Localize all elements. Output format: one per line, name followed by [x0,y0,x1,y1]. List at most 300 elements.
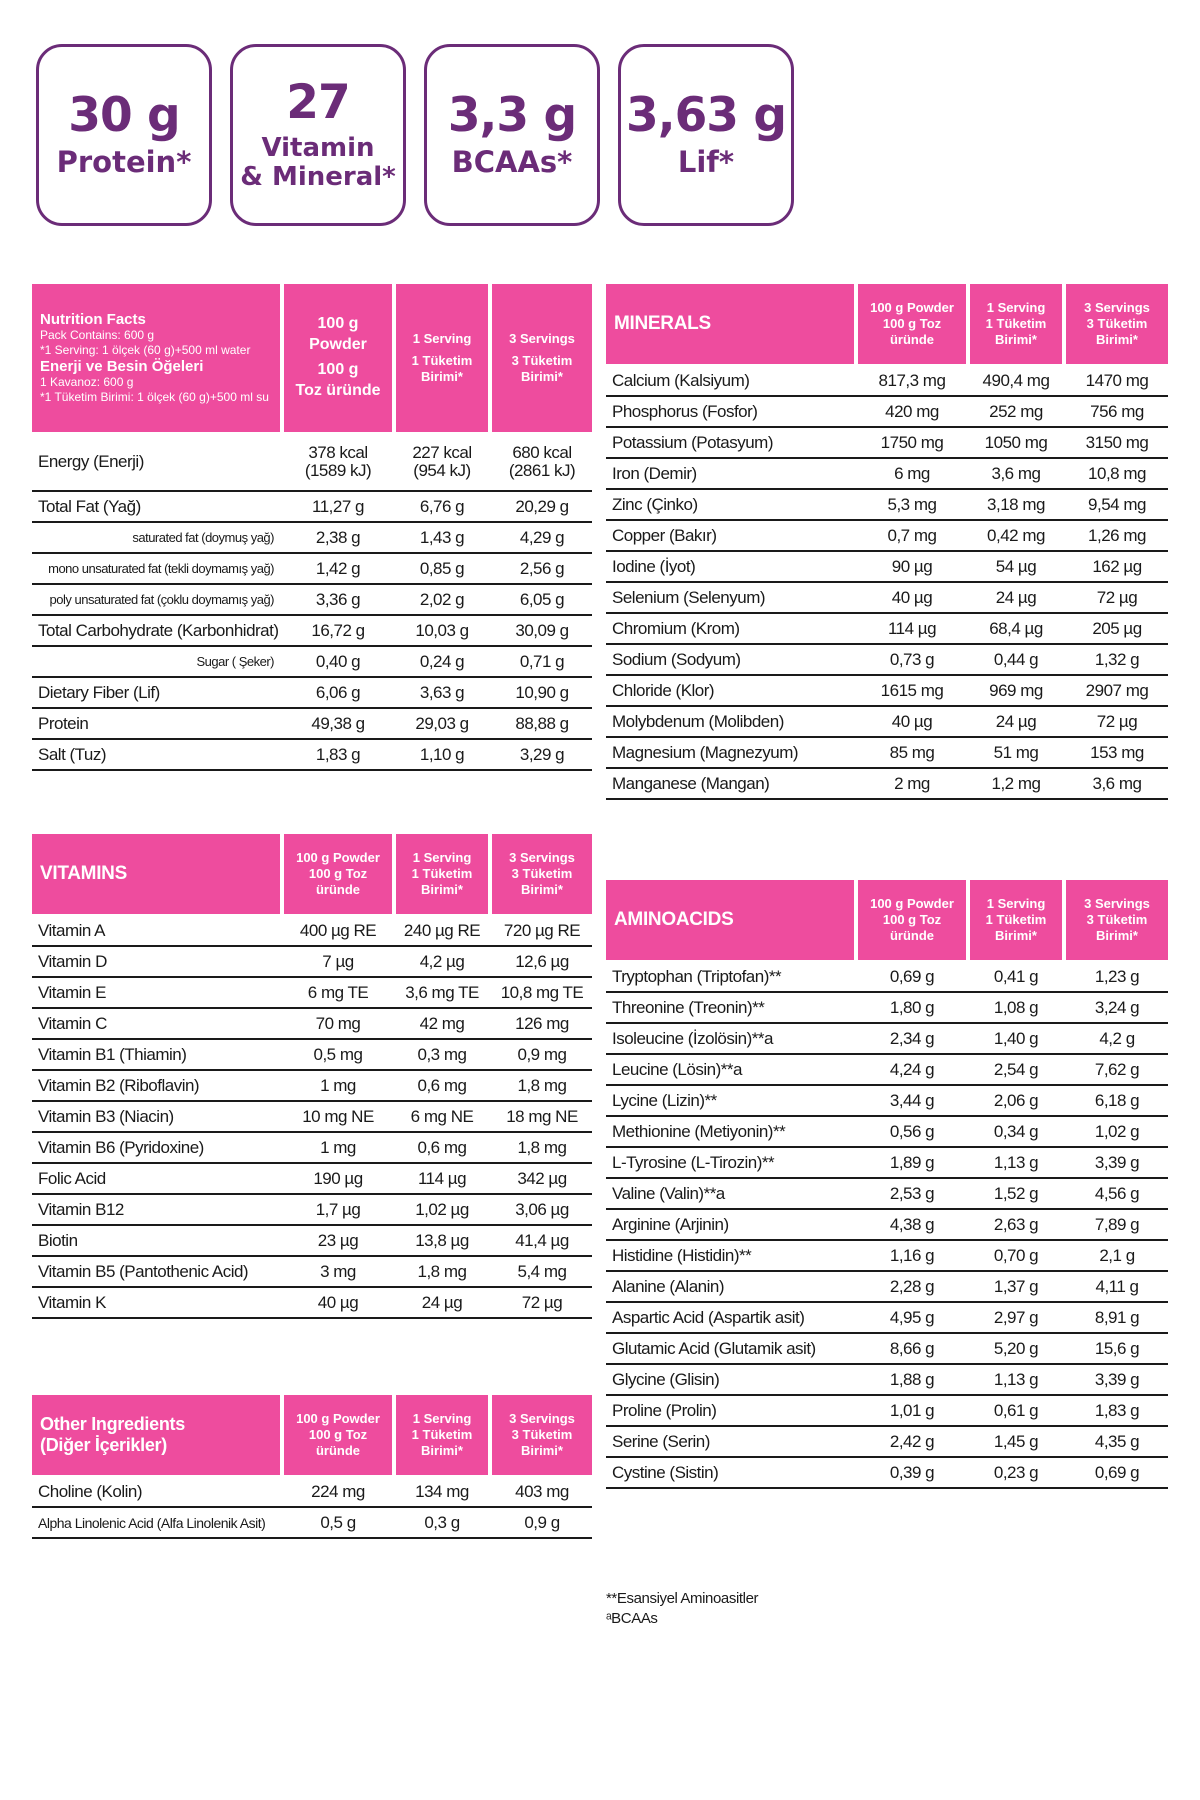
col-header-text: üründe [315,882,361,898]
row-value-100g: 190 µg [313,1168,363,1188]
table-row [32,1508,592,1539]
col-header-text: 3 Tüketim [511,352,573,368]
col-header-text: 100 g Powder [296,1410,380,1426]
table-row [32,1102,592,1133]
row-value-3-servings: 756 mg [1090,401,1144,421]
table-row [606,993,1168,1024]
row-value-1-serving: 0,85 g [419,558,465,578]
table-row [606,1272,1168,1303]
row-name: Vitamin K [38,1292,106,1312]
row-value-100g: 0,69 g [889,966,935,986]
row-value-3-servings: 1,23 g [1094,966,1140,986]
nutrition-rows [32,492,592,771]
table-row [606,1303,1168,1334]
nutrition-facts-body [32,434,592,771]
row-name: Potassium (Potasyum) [612,432,773,452]
other-ingredients-title-tr: (Diğer İçerikler) [40,1435,167,1455]
table-row [606,1086,1168,1117]
row-value-3-servings [492,444,592,480]
minerals-title: MINERALS [614,313,711,334]
table-row [32,740,592,771]
row-value-1-serving: 0,23 g [993,1462,1039,1482]
row-value-3-servings: 2907 mg [1085,680,1149,700]
row-value-3-servings: 3150 mg [1085,432,1149,452]
table-row [606,707,1168,738]
row-value-1-serving: 6 mg NE [410,1106,474,1126]
row-value-1-serving: 0,42 mg [987,525,1045,545]
row-value-3-servings: 0,9 mg [517,1044,567,1064]
row-value-100g: 4,24 g [889,1059,935,1079]
table-row [32,647,592,678]
row-value-3-servings: 10,8 mg TE [500,982,584,1002]
row-value-100g: 40 µg [891,587,933,607]
stat-label: Vitamin & Mineral* [240,132,396,192]
row-name: Energy (Enerji) [38,452,144,471]
row-value-1-serving: 252 mg [989,401,1043,421]
row-value-100g: 0,5 g [320,1512,356,1532]
col-header-text: Birimi* [1096,332,1138,348]
row-value-3-servings: 6,18 g [1094,1090,1140,1110]
row-value-3-servings: 126 mg [515,1013,569,1033]
row-value-1-serving: 0,41 g [993,966,1039,986]
row-value-1-serving: 0,44 g [993,649,1039,669]
row-value-1-serving: 24 µg [421,1292,463,1312]
row-value-100g: 8,66 g [889,1338,935,1358]
row-name: Lycine (Lizin)** [612,1090,717,1110]
row-value-1-serving: 10,03 g [415,620,469,640]
row-value-3-servings: 41,4 µg [515,1230,569,1250]
row-value-100g: 10 mg NE [302,1106,374,1126]
row-value-100g: 4,95 g [889,1307,935,1327]
row-value-1-serving: 1,08 g [993,997,1039,1017]
row-value-1-serving: 0,34 g [993,1121,1039,1141]
row-name: Iodine (İyot) [612,556,696,576]
col-header-text: Birimi* [421,369,463,385]
row-value-3-servings: 5,4 mg [517,1261,567,1281]
value-line: 680 kcal [512,443,572,463]
row-value-100g: 4,38 g [889,1214,935,1234]
table-row [606,397,1168,428]
table-row [32,1477,592,1508]
col-header-text: Toz üründe [295,381,381,399]
row-value-3-servings: 4,56 g [1094,1183,1140,1203]
row-value-100g: 0,39 g [889,1462,935,1482]
row-value-1-serving: 1,43 g [419,527,465,547]
row-name: Calcium (Kalsiyum) [612,370,750,390]
other-ingredients-body [32,1477,592,1539]
col-header-text: 3 Servings [509,849,575,865]
row-value-1-serving: 0,70 g [993,1245,1039,1265]
row-value-100g: 1,83 g [315,744,361,764]
stat-value: 3,63 g [626,88,786,144]
col-header-text: 1 Tüketim [985,315,1047,331]
row-value-3-servings: 8,91 g [1094,1307,1140,1327]
table-row [32,492,592,523]
row-value-3-servings: 12,6 µg [515,951,569,971]
col-header-text: 100 g [317,361,359,378]
row-value-1-serving: 1,10 g [419,744,465,764]
table-row [32,947,592,978]
row-name: poly unsaturated fat (çoklu doymamış yağ) [49,592,274,607]
table-row [32,434,592,492]
stat-box-bcaas [424,44,600,226]
value-line: (954 kJ) [413,461,471,480]
pack-contains: Pack Contains: 600 g [40,328,155,342]
table-row [606,1241,1168,1272]
value-line: (1589 kJ) [304,461,372,480]
col-header-100g [858,880,966,960]
row-value-1-serving: 0,3 g [424,1512,460,1532]
row-value-1-serving: 114 µg [417,1168,467,1188]
row-value-1-serving: 3,63 g [419,682,465,702]
row-value-100g: 1 mg [320,1075,356,1095]
col-header-text: üründe [889,332,935,348]
row-name: Methionine (Metiyonin)** [612,1121,786,1141]
col-header-text: 1 Tüketim [411,1426,473,1442]
row-name: Zinc (Çinko) [612,494,698,514]
row-value-100g: 224 mg [311,1481,365,1501]
table-row [606,962,1168,993]
row-name: Proline (Prolin) [612,1400,717,1420]
row-value-100g: 2,34 g [889,1028,935,1048]
row-value-1-serving: 0,24 g [419,651,465,671]
row-name: Magnesium (Magnezyum) [612,742,799,762]
aminoacids-header [606,880,1168,960]
row-value-3-servings: 9,54 mg [1088,494,1146,514]
nutrition-facts-title-tr: Enerji ve Besin Öğeleri [40,358,204,375]
table-row [32,1040,592,1071]
row-value-3-servings: 72 µg [1096,587,1138,607]
row-name: Vitamin B5 (Pantothenic Acid) [38,1261,249,1281]
col-header-3-servings [492,834,592,914]
row-name: Aspartic Acid (Aspartik asit) [612,1307,805,1327]
row-value-1-serving: 51 mg [993,742,1039,762]
row-value-3-servings: 342 µg [517,1168,567,1188]
row-value-100g: 16,72 g [311,620,365,640]
col-header-text: Powder [309,336,367,354]
row-value-100g: 1750 mg [880,432,944,452]
row-name: Chloride (Klor) [612,680,715,700]
row-value-100g: 1,16 g [889,1245,935,1265]
serving-definition: *1 Serving: 1 ölçek (60 g)+500 ml water [40,343,251,357]
col-header-text: üründe [889,928,935,944]
row-value-100g: 23 µg [317,1230,359,1250]
row-value-100g: 114 µg [887,618,937,638]
row-name: Manganese (Mangan) [612,773,770,793]
row-value-3-servings: 162 µg [1092,556,1142,576]
table-row [32,1133,592,1164]
row-name: Choline (Kolin) [38,1481,142,1501]
row-value-3-servings: 10,90 g [515,682,569,702]
table-row [606,521,1168,552]
row-name: Vitamin B6 (Pyridoxine) [38,1137,204,1157]
row-value-100g: 40 µg [891,711,933,731]
row-name: Total Fat (Yağ) [38,496,141,516]
row-value-1-serving: 42 mg [419,1013,465,1033]
row-value-1-serving: 13,8 µg [415,1230,469,1250]
col-header-text: üründe [315,1443,361,1459]
row-name: Vitamin B2 (Riboflavin) [38,1075,200,1095]
row-value-1-serving: 1050 mg [984,432,1048,452]
row-value-3-servings: 15,6 g [1094,1338,1140,1358]
row-value-100g: 817,3 mg [878,370,946,390]
row-name: Glutamic Acid (Glutamik asit) [612,1338,816,1358]
row-value-100g: 400 µg RE [299,920,377,940]
table-row [606,1210,1168,1241]
row-value-1-serving: 490,4 mg [982,370,1050,390]
col-header-text: 1 Tüketim [985,911,1047,927]
nutrition-facts-header [32,284,592,432]
row-value-1-serving: 54 µg [995,556,1037,576]
col-header-text: Birimi* [421,1443,463,1459]
row-value-3-servings: 4,29 g [519,527,565,547]
row-value-1-serving: 240 µg RE [403,920,481,940]
col-header-text: 3 Tüketim [511,865,573,881]
col-header-text: 100 g Toz [882,315,942,331]
row-name: Sugar ( Şeker) [196,654,274,669]
row-value-100g: 0,40 g [315,651,361,671]
table-row [32,585,592,616]
row-name: Tryptophan (Triptofan)** [612,966,782,986]
col-header-text: 3 Tüketim [1086,911,1148,927]
footnote-bcaa: ᵃBCAAs [606,1610,658,1627]
other-ingredients-title-cell [32,1395,280,1475]
table-row [606,1148,1168,1179]
other-ingredients-title: Other Ingredients [40,1414,185,1434]
pack-contains-tr: 1 Kavanoz: 600 g [40,375,134,389]
row-value-1-serving: 3,18 mg [987,494,1045,514]
footnote-essential: **Esansiyel Aminoasitler [606,1590,759,1607]
row-value-1-serving: 1,8 mg [417,1261,467,1281]
table-row [606,1334,1168,1365]
row-value-1-serving: 0,61 g [993,1400,1039,1420]
row-value-3-servings: 2,1 g [1099,1245,1135,1265]
table-row [32,1164,592,1195]
table-row [32,916,592,947]
table-row [606,1427,1168,1458]
stat-label: Protein* [56,145,192,180]
col-header-100g [858,284,966,364]
row-name: Selenium (Selenyum) [612,587,766,607]
col-header-3-servings [1066,284,1168,364]
row-name: Cystine (Sistin) [612,1462,719,1482]
row-value-3-servings: 1,8 mg [517,1075,567,1095]
col-header-text: 100 g Toz [308,1426,368,1442]
col-header-1-serving [970,284,1062,364]
row-value-3-servings: 1,32 g [1094,649,1140,669]
value-line: (2861 kJ) [508,461,576,480]
row-value-100g: 1,80 g [889,997,935,1017]
row-value-1-serving: 0,6 mg [417,1075,467,1095]
row-value-100g: 6,06 g [315,682,361,702]
table-row [32,1071,592,1102]
col-header-text: 1 Tüketim [411,865,473,881]
table-row [606,428,1168,459]
row-value-1-serving: 1,40 g [993,1028,1039,1048]
col-header-100g [284,1395,392,1475]
row-value-1-serving: 6,76 g [419,496,465,516]
other-ingredients-header [32,1395,592,1475]
row-name: Glycine (Glisin) [612,1369,720,1389]
table-row [32,1009,592,1040]
row-value-100g: 1,42 g [315,558,361,578]
value-line: 227 kcal [412,443,472,463]
row-value-1-serving: 2,02 g [419,589,465,609]
value-line: 378 kcal [308,443,368,463]
row-name: Isoleucine (İzolösin)**a [612,1028,773,1048]
aminoacids-body [606,962,1168,1489]
row-value-100g: 7 µg [322,951,354,971]
row-value-100g: 6 mg [894,463,930,483]
row-value-100g: 3,44 g [889,1090,935,1110]
table-row [606,676,1168,707]
row-name: Chromium (Krom) [612,618,740,638]
table-row [606,1179,1168,1210]
table-row [606,1055,1168,1086]
col-header-1-serving [396,1395,488,1475]
col-header-text: 100 g Powder [870,299,954,315]
stat-label: Lif* [677,145,735,180]
col-header-text: 1 Serving [986,895,1046,911]
row-name: Protein [38,713,89,733]
row-name: Vitamin E [38,982,106,1002]
row-name: Valine (Valin)**a [612,1183,725,1203]
row-value-3-servings: 153 mg [1090,742,1144,762]
row-name: Vitamin B1 (Thiamin) [38,1044,187,1064]
row-value-3-servings: 2,56 g [519,558,565,578]
stat-box-vitamin-mineral [230,44,406,226]
row-value-3-servings: 4,11 g [1095,1276,1139,1296]
row-value-1-serving: 2,63 g [993,1214,1039,1234]
col-header-text: 3 Servings [1084,895,1150,911]
row-name: Histidine (Histidin)** [612,1245,752,1265]
col-header-text: 100 g Toz [308,865,368,881]
stat-value: 3,3 g [447,88,577,144]
row-value-100g: 6 mg TE [307,982,369,1002]
row-value-3-servings: 10,8 mg [1088,463,1146,483]
table-row [606,738,1168,769]
row-value-3-servings: 1,26 mg [1088,525,1146,545]
row-value-3-servings: 3,39 g [1094,1369,1140,1389]
row-value-3-servings: 72 µg [521,1292,563,1312]
col-header-100g [284,834,392,914]
row-value-3-servings: 3,24 g [1094,997,1140,1017]
table-row [606,1365,1168,1396]
minerals-body [606,366,1168,800]
stat-value: 27 [286,75,350,131]
row-value-3-servings: 7,62 g [1094,1059,1140,1079]
col-header-text: 1 Serving [412,330,472,346]
row-value-3-servings: 3,29 g [519,744,565,764]
nutrition-facts-title-cell [32,284,280,432]
row-value-100g: 40 µg [317,1292,359,1312]
stat-box-protein [36,44,212,226]
table-row [32,1257,592,1288]
row-value-100g: 11,27 g [312,496,364,516]
row-value-3-servings: 4,35 g [1094,1431,1140,1451]
table-row [606,1117,1168,1148]
row-value-100g: 0,5 mg [313,1044,363,1064]
row-value-100g: 2,28 g [889,1276,935,1296]
col-header-text: 3 Servings [509,1410,575,1426]
row-value-3-servings: 1,02 g [1094,1121,1140,1141]
col-header-text: 100 g Powder [870,895,954,911]
row-name: mono unsaturated fat (tekli doymamış yağ) [48,561,274,576]
row-value-1-serving: 4,2 µg [419,951,465,971]
row-name: Vitamin B3 (Niacin) [38,1106,174,1126]
row-value-1-serving: 1,45 g [993,1431,1039,1451]
serving-definition-tr: *1 Tüketim Birimi: 1 ölçek (60 g)+500 ml su [40,390,269,404]
row-value-1-serving: 1,13 g [993,1152,1039,1172]
aminoacids-title-cell [606,880,854,960]
row-name: Vitamin C [38,1013,107,1033]
row-value-1-serving: 0,6 mg [417,1137,467,1157]
row-value-1-serving: 5,20 g [993,1338,1039,1358]
row-value-100g: 1615 mg [880,680,944,700]
row-value-3-servings: 205 µg [1092,618,1142,638]
col-header-text: 3 Servings [1084,299,1150,315]
row-value-100g: 2 mg [894,773,930,793]
vitamins-header [32,834,592,914]
row-value-3-servings: 7,89 g [1094,1214,1140,1234]
col-header-text: 100 g Toz [882,911,942,927]
col-header-text: Birimi* [995,332,1037,348]
row-name: Salt (Tuz) [38,744,107,764]
row-value-100g: 1,7 µg [315,1199,361,1219]
row-value-3-servings: 3,6 mg [1092,773,1142,793]
col-header-3-servings [1066,880,1168,960]
row-value-100g: 420 mg [885,401,939,421]
table-row [606,614,1168,645]
table-row [606,552,1168,583]
row-value-3-servings: 0,71 g [519,651,565,671]
col-header-text: Birimi* [521,1443,563,1459]
row-name: Sodium (Sodyum) [612,649,741,669]
table-row [606,1458,1168,1489]
row-value-100g [284,444,392,480]
row-value-1-serving: 68,4 µg [989,618,1043,638]
col-header-1-serving [396,834,488,914]
row-name: Threonine (Treonin)** [612,997,765,1017]
table-row [32,616,592,647]
row-value-3-servings: 3,39 g [1094,1152,1140,1172]
table-row [32,1226,592,1257]
row-value-100g: 2,53 g [889,1183,935,1203]
table-row [32,678,592,709]
table-row [32,1288,592,1319]
table-row [606,366,1168,397]
row-value-1-serving: 24 µg [995,587,1037,607]
row-value-3-servings: 1,8 mg [517,1137,567,1157]
stat-label: BCAAs* [451,145,573,180]
minerals-header [606,284,1168,364]
table-row [606,490,1168,521]
col-header-100g [284,284,392,432]
row-name: Arginine (Arjinin) [612,1214,729,1234]
col-header-text: Birimi* [521,369,563,385]
col-header-text: Birimi* [521,882,563,898]
stat-value: 30 g [68,88,180,144]
table-row [32,523,592,554]
vitamins-body [32,916,592,1319]
table-row [606,1396,1168,1427]
col-header-1-serving [396,284,488,432]
col-header-text: 3 Servings [509,330,575,346]
row-value-3-servings: 18 mg NE [506,1106,578,1126]
row-value-3-servings: 1,83 g [1094,1400,1140,1420]
row-value-1-serving: 1,02 µg [415,1199,469,1219]
row-name: Folic Acid [38,1168,106,1188]
